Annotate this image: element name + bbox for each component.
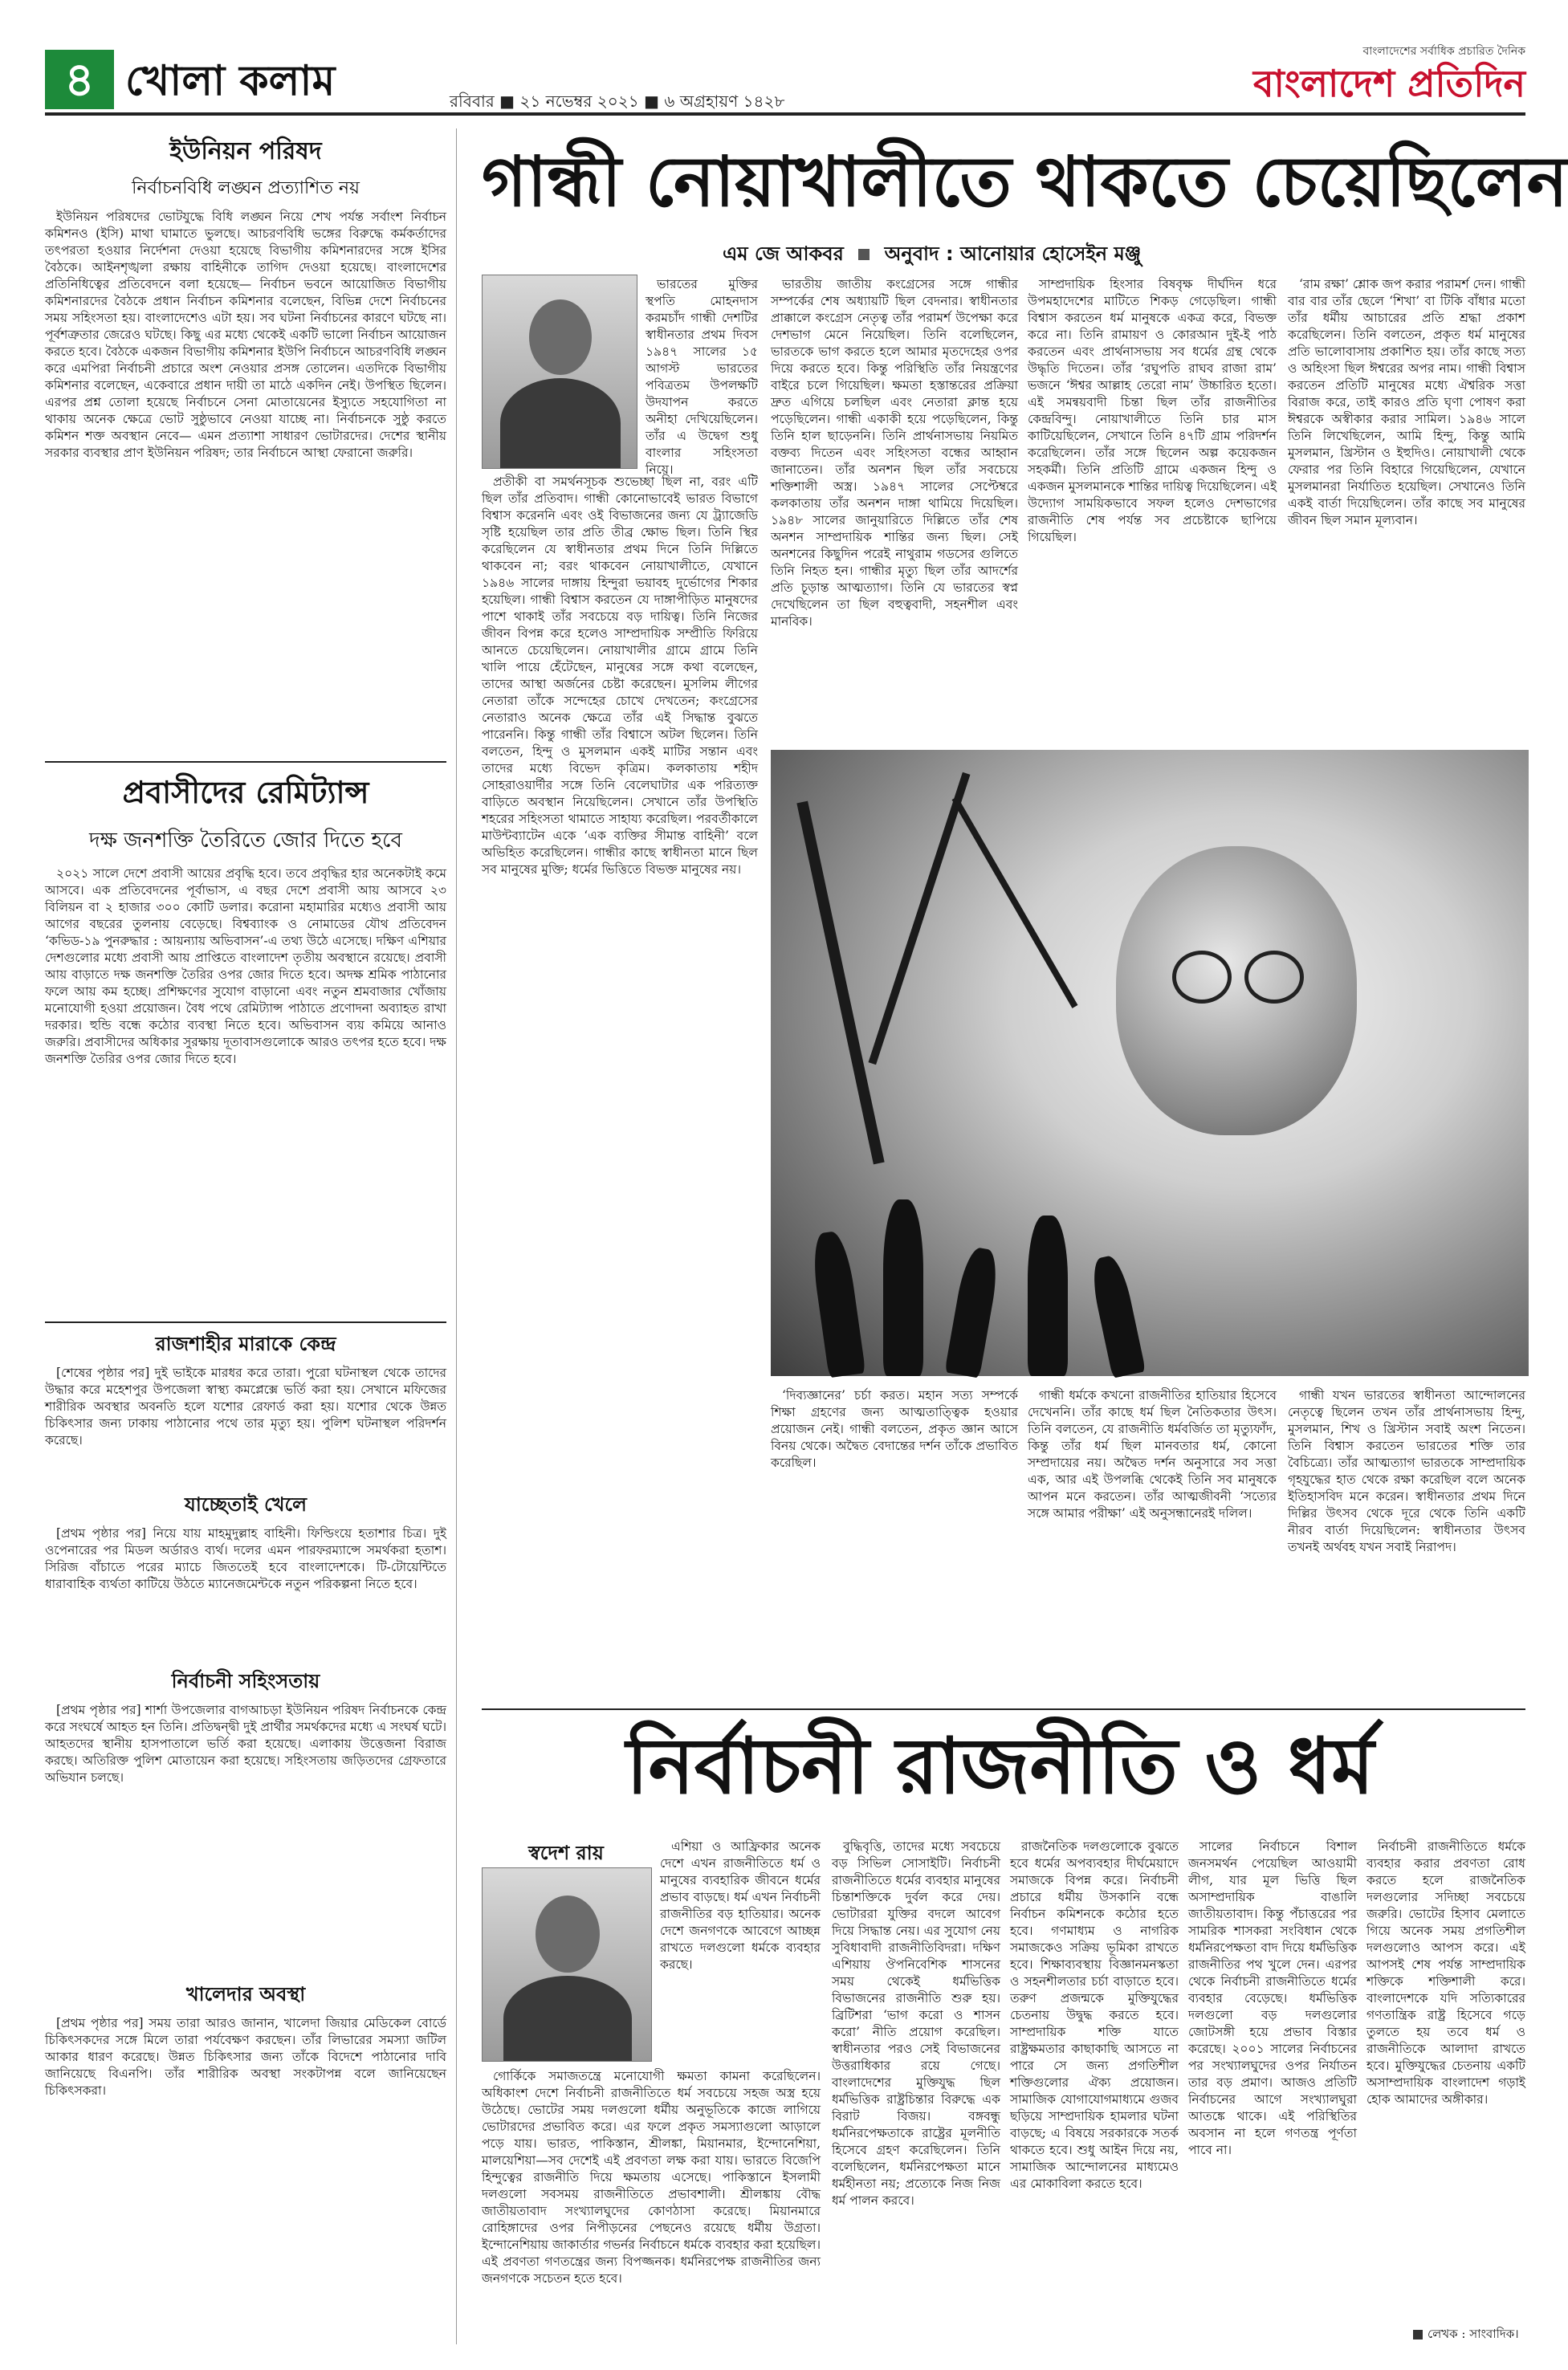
sahingsota-body-text: [প্রথম পৃষ্ঠার পর] শার্শা উপজেলার বাগআচড়া ইউনিয়ন পরিষদ নির্বাচনকে কেন্দ্র করে সংঘর্ষে আহত হন তিনি। প্রতিদ্বন্দ্বী দুই প্রার্থীর সমর্থকদের মধ্যে এ সংঘর্ষ ঘটে। আহতদের স্থানীয় হাসপাতালে ভর্তি করা হয়েছে। এলাকায় উত্তেজনা বিরাজ করছে। অতিরিক্ত পুলিশ মোতায়েন করা হয়েছে। সহিংসতায় জড়িতদের গ্রেফতারে অভিযান চলছে। xyxy=(45,1703,446,1785)
second-col-1-text: গোর্কিকে সমাজতন্ত্রে মনোযোগী ক্ষমতা কামনা করেছিলেন। অধিকাংশ দেশে নির্বাচনী রাজনীতিতে ধর্ম সবচেয়ে সহজ অস্ত্র হয়ে উঠেছে। ভোটের সময় দলগুলো ধর্মীয় অনুভূতিকে কাজে লাগিয়ে ভোটারদের প্রভাবিত করে। এর ফলে প্রকৃত সমস্যাগুলো আড়ালে পড়ে যায়। ভারত, পাকিস্তান, শ্রীলঙ্কা, মিয়ানমার, ইন্দোনেশিয়া, মালয়েশিয়া—সব দেশেই এই প্রবণতা লক্ষ করা যায়। ভারতে বিজেপি হিন্দুত্বের রাজনীতি দিয়ে ক্ষমতায় এসেছে। পাকিস্তানে ইসলামী দলগুলো সবসময় রাজনীতিতে প্রভাবশালী। শ্রীলঙ্কায় বৌদ্ধ জাতীয়তাবাদ সংখ্যালঘুদের কোণঠাসা করেছে। মিয়ানমারে রোহিঙ্গাদের ওপর নিপীড়নের পেছনেও রয়েছে ধর্মীয় উগ্রতা। ইন্দোনেশিয়ায় জাকার্তার গভর্নর নির্বাচনে ধর্মকে ব্যবহার করা হয়েছিল। এই প্রবণতা গণতন্ত্রের জন্য বিপজ্জনক। ধর্মনিরপেক্ষ রাজনীতির জন্য জনগণকে সচেতন হতে হবে। xyxy=(482,2069,821,2286)
end-mark xyxy=(1413,2330,1423,2339)
rajshahi-body xyxy=(45,1365,446,1485)
article-divider xyxy=(482,1708,1525,1710)
up-body xyxy=(45,209,446,755)
second-col-2 xyxy=(832,1839,1000,2341)
jachchetai-body xyxy=(45,1525,446,1662)
tree-branch xyxy=(869,772,971,1065)
newspaper-brand xyxy=(1253,42,1525,106)
remit-body-text: ২০২১ সালে দেশে প্রবাসী আয়ের প্রবৃদ্ধি হবে। তবে প্রবৃদ্ধির হার অনেকটাই কমে আসবে। এক প্রতিবেদনের পূর্বাভাস, এ বছর দেশে প্রবাসী আয় আসবে ২৩ বিলিয়ন বা ২ হাজার ৩০০ কোটি ডলার। করোনা মহামারির মধ্যেও প্রবাসী আয় আগের বছরের তুলনায় বেড়েছে। বিশ্বব্যাংক ও নোমাডের যৌথ প্রতিবেদন ‘কভিড-১৯ পুনরুদ্ধার : আয়ন্যায় অভিবাসন’-এ তথ্য উঠে এসেছে। দক্ষিণ এশিয়ার দেশগুলোর মধ্যে প্রবাসী আয় প্রাপ্তিতে বাংলাদেশ তৃতীয় অবস্থানে রয়েছে। প্রবাসী আয় বাড়াতে দক্ষ জনশক্তি তৈরির ওপর জোর দিতে হবে। অদক্ষ শ্রমিক পাঠানোর ফলে আয় কম হচ্ছে। প্রশিক্ষণের সুযোগ বাড়ানো এবং নতুন শ্রমবাজার খোঁজায় মনোযোগী হওয়া প্রয়োজন। বৈধ পথে রেমিট্যান্স পাঠাতে প্রণোদনা অব্যাহত রাখা দরকার। হুন্ডি বন্ধে কঠোর ব্যবস্থা নিতে হবে। অভিবাসন ব্যয় কমিয়ে আনাও জরুরি। প্রবাসীদের অধিকার সুরক্ষায় দূতাবাসগুলোকে আরও তৎপর হতে হবে। দক্ষ জনশক্তি তৈরির ওপর জোর দিতে হবে। xyxy=(45,866,446,1066)
portrait-head-shape xyxy=(529,299,592,375)
khaleda-body xyxy=(45,2015,446,2280)
main-col-1-text: প্রতীকী বা সমর্থনসূচক শুভেচ্ছা ছিল না, বরং এটি ছিল তাঁর প্রতিবাদ। গান্ধী কোনোভাবেই ভারত বিভাগে বিশ্বাস করেননি এবং ওই বিভাজনের জন্য যে ট্র্যাজেডি সৃষ্টি হয়েছিল তার প্রতি তীব্র ক্ষোভ ছিল। তিনি স্থির করেছিলেন যে স্বাধীনতার প্রথম দিনে তিনি দিল্লিতে থাকবেন না; বরং থাকবেন নোয়াখালীতে, যেখানে ১৯৪৬ সালের দাঙ্গায় হিন্দুরা ভয়াবহ দুর্ভোগের শিকার হয়েছিল। গান্ধী বিশ্বাস করতেন যে দাঙ্গাপীড়িত মানুষদের পাশে থাকাই তাঁর সবচেয়ে বড় দায়িত্ব। তিনি নিজের জীবন বিপন্ন করে হলেও সাম্প্রদায়িক সম্প্রীতি ফিরিয়ে আনতে চেয়েছিলেন। নোয়াখালীর গ্রামে গ্রামে তিনি খালি পায়ে হেঁটেছেন, মানুষের সঙ্গে কথা বলেছেন, তাদের আস্থা অর্জনের চেষ্টা করেছেন। মুসলিম লীগের নেতারা তাঁকে সন্দেহের চোখে দেখতেন; কংগ্রেসের নেতারাও অনেক ক্ষেত্রে তাঁর এই সিদ্ধান্ত বুঝতে পারেননি। কিন্তু গান্ধী তাঁর বিশ্বাসে অটল ছিলেন। তিনি বলতেন, হিন্দু ও মুসলমান একই মাটির সন্তান এবং তাদের মধ্যে বিভেদ কৃত্রিম। কলকাতায় শহীদ সোহরাওয়ার্দীর সঙ্গে তিনি বেলেঘাটার এক পরিত্যক্ত বাড়িতে অবস্থান নিয়েছিলেন। সেখানে তাঁর উপস্থিতি শহরের সহিংসতা থামাতে সাহায্য করেছিল। পরবর্তীকালে মাউন্টব্যাটেন একে ‘এক ব্যক্তির সীমান্ত বাহিনী’ বলে অভিহিত করেছিলেন। গান্ধীর কাছে স্বাধীনতা মানে ছিল সব মানুষের মুক্তি; ধর্মের ভিত্তিতে বিভক্ত মানুষের নয়। xyxy=(482,474,758,877)
main-author: এম জে আকবর xyxy=(723,242,844,265)
portrait-body-shape xyxy=(500,378,621,468)
jachchetai-title: যাচ্ছেতাই খেলে xyxy=(185,1493,307,1516)
remit-subtitle: দক্ষ জনশক্তি তৈরিতে জোর দিতে হবে xyxy=(89,829,402,853)
author-photo xyxy=(482,275,637,469)
gandhi-face xyxy=(1116,846,1357,1135)
remit-body xyxy=(45,865,446,1315)
main-translator: আনোয়ার হোসেইন মঞ্জু xyxy=(959,242,1142,265)
second-col-1 xyxy=(482,2068,821,2341)
main-col-6-text: ‘দিব্যজ্ঞানের’ চর্চা করত। মহান সত্য সম্পর্কে শিক্ষা গ্রহণের জন্য আত্মতাত্ত্বিক হওয়ার প্রয়োজন নেই। গান্ধী বলতেন, প্রকৃত জ্ঞান আসে বিনয় থেকে। অদ্বৈত বেদান্তের দর্শন তাঁকে প্রভাবিত করেছিল। xyxy=(771,1388,1018,1470)
sahingsota-body xyxy=(45,1702,446,1975)
gandhi-glasses xyxy=(1244,951,1304,1004)
main-intro-text: ভারতের মুক্তির স্থপতি মোহনদাস করমচাঁদ গান্ধী দেশটির স্বাধীনতার প্রথম দিবস ১৯৪৭ সালের ১৫ আগস্ট ভারতের পবিত্রতম উপলক্ষটি উদযাপন করতে অনীহা দেখিয়েছিলেন। তাঁর এ উদ্বেগ শুধু বাংলার সহিংসতা নিয়ে। xyxy=(646,277,758,477)
second-col-5 xyxy=(1366,1839,1525,2320)
main-intro xyxy=(646,276,758,477)
second-col-3-text: রাজনৈতিক দলগুলোকে বুঝতে হবে ধর্মের অপব্যবহার দীর্ঘমেয়াদে সমাজকে বিপন্ন করে। নির্বাচনী প্রচারে ধর্মীয় উসকানি বন্ধে নির্বাচন কমিশনকে কঠোর হতে হবে। গণমাধ্যম ও নাগরিক সমাজকেও সক্রিয় ভূমিকা রাখতে হবে। শিক্ষাব্যবস্থায় বিজ্ঞানমনস্কতা ও সহনশীলতার চর্চা বাড়াতে হবে। তরুণ প্রজন্মকে মুক্তিযুদ্ধের চেতনায় উদ্বুদ্ধ করতে হবে। সাম্প্রদায়িক শক্তি যাতে রাষ্ট্রক্ষমতার কাছাকাছি আসতে না পারে সে জন্য প্রগতিশীল শক্তিগুলোর ঐক্য প্রয়োজন। সামাজিক যোগাযোগমাধ্যমে গুজব ছড়িয়ে সাম্প্রদায়িক হামলার ঘটনা বাড়ছে; এ বিষয়ে সরকারকে সতর্ক থাকতে হবে। শুধু আইন দিয়ে নয়, সামাজিক আন্দোলনের মাধ্যমেও এর মোকাবিলা করতে হবে। xyxy=(1010,1839,1179,2191)
up-body-text: ইউনিয়ন পরিষদের ভোটযুদ্ধে বিধি লঙ্ঘন নিয়ে শেখ পর্যন্ত সর্বাংশ নির্বাচন কমিশনও (ইসি) মাথা ঘামাতে ভুলছে। আচরণবিধি ভঙ্গের বিরুদ্ধে কর্মকর্তাদের তৎপরতা হওয়ার নির্দেশনা দেওয়া হয়েছে বিভাগীয় কমিশনারদের সঙ্গে ইসির বৈঠকে। আইনশৃঙ্খলা রক্ষায় বাহিনীকে তাগিদ দেওয়া হয়েছে। বাংলাদেশের প্রতিনিধিত্বের প্রতিবেদনে বলা হয়েছে— নির্বাচন ভবনে আয়োজিত বিভাগীয় কমিশনারদের বৈঠকে প্রধান নির্বাচন কমিশনার বলেছেন, বিভিন্ন দেশে নির্বাচনের সময় সহিংসতা হয়। বাংলাদেশেও এটা হয়। সব ঘটনা নির্বাচনের কারণে ঘটছে না। পূর্বশত্রুতার জেরেও ঘটছে। কিছু এর মধ্যে থেকেই একটি ভালো নির্বাচন আয়োজন করতে হবে। বৈঠকে একজন বিভাগীয় কমিশনার ইউপি নির্বাচনে আচরণবিধি লঙ্ঘন করে এমপিরা নির্বাচনী প্রচারে অংশ নেওয়ার প্রসঙ্গ তোলেন। এতদিকে বিভাগীয় কমিশনার বলেছেন, একেবারে প্রধান দায়ী তা মাঠে একদিন নেই। উপস্থিত ছিলেন। এরপর প্রশ্ন তোলা হয়েছে নির্বাচনে সেনা মোতায়েনের ইস্যুতে সহযোগিতা না থাকায় অনেক ক্ষেত্রে ভোট সুষ্ঠুভাবে নেওয়া যাচ্ছে না। নির্বাচনকে সুষ্ঠু করতে কমিশন শক্ত অবস্থান নেবে— এমন প্রত্যাশা সাধারণ ভোটারদের। দেশের স্থানীয় সরকার ব্যবস্থার প্রাণ ইউনিয়ন পরিষদ; তার নির্বাচনে আস্থা ফেরানো জরুরি। xyxy=(45,210,446,460)
author-note xyxy=(1413,2325,1519,2345)
masthead-divider xyxy=(45,112,1525,116)
jachchetai-body-text: [প্রথম পৃষ্ঠার পর] নিয়ে যায় মাহমুদুল্লাহ বাহিনী। ফিল্ডিংয়ে হতাশার চিত্র। দুই ওপেনারের পর মিডল অর্ডারও ব্যর্থ। দলের এমন পারফরম্যান্সে সমর্থকরা হতাশ। সিরিজ বাঁচাতে পরের ম্যাচে জিততেই হবে বাংলাদেশকে। টি-টোয়েন্টিতে ধারাবাহিক ব্যর্থতা কাটিয়ে উঠতে ম্যানেজমেন্টকে নতুন পরিকল্পনা নিতে হবে। xyxy=(45,1526,446,1591)
second-intro xyxy=(660,1839,821,2060)
rajshahi-body-text: [শেষের পৃষ্ঠার পর] দুই ভাইকে মারধর করে তারা। পুরো ঘটনাস্থল থেকে তাদের উদ্ধার করে মহেশপুর উপজেলা স্বাস্থ্য কমপ্লেক্সে ভর্তি করা হয়। সেখানে মফিজের শারীরিক অবস্থার অবনতি হলে যশোর রেফার্ড করা হয়। যশোর থেকে উন্নত চিকিৎসার জন্য ঢাকায় পাঠানোর পথে তার মৃত্যু হয়। পুলিশ ঘটনাস্থল পরিদর্শন করেছে। xyxy=(45,1366,446,1448)
gandhi-illustration xyxy=(771,750,1529,1376)
main-col-7-text: গান্ধী ধর্মকে কখনো রাজনীতির হাতিয়ার হিসেবে দেখেননি। তাঁর কাছে ধর্ম ছিল নৈতিকতার উৎস। তিনি বলতেন, যে রাজনীতি ধর্মবর্জিত তা মৃত্যুফাঁদ, কিন্তু তাঁর ধর্ম ছিল মানবতার ধর্ম, কোনো সম্প্রদায়ের নয়। অদ্বৈত দর্শন অনুসারে সব সত্তা এক, আর এই উপলব্ধি থেকেই তিনি সব মানুষকে আপন মনে করতেন। তাঁর আত্মজীবনী ‘সত্যের সঙ্গে আমার পরীক্ষা’ এই অনুসন্ধানেরই দলিল। xyxy=(1028,1388,1277,1521)
raised-hand xyxy=(1028,1216,1068,1376)
khaleda-body-text: [প্রথম পৃষ্ঠার পর] সময় তারা আরও জানান, খালেদা জিয়ার মেডিকেল বোর্ডে চিকিৎসকদের সঙ্গে মিলে তারা পর্যবেক্ষণ করছেন। তাঁর লিভারের সমস্যা জটিল আকার ধারণ করেছে। উন্নত চিকিৎসার জন্য তাঁকে বিদেশে পাঠানোর দাবি জানিয়েছে বিএনপি। তাঁর শারীরিক অবস্থা সংকটাপন্ন বলে জানিয়েছেন চিকিৎসকরা। xyxy=(45,2016,446,2098)
main-col-6 xyxy=(771,1387,1018,1700)
divider xyxy=(45,761,446,763)
dateline: রবিবার ■ ২১ নভেম্বর ২০২১ ■ ৬ অগ্রহায়ণ ১৪২৮ xyxy=(450,92,785,111)
portrait-head-shape xyxy=(536,1896,600,1973)
main-col-7 xyxy=(1028,1387,1277,1700)
portrait-body-shape xyxy=(503,1976,632,2061)
second-col-2-text: বুদ্ধিবৃত্তি, তাদের মধ্যে সবচেয়ে বড় সিভিল সোসাইটি। নির্বাচনী রাজনীতিতে ধর্মের ব্যবহার মানুষের চিন্তাশক্তিকে দুর্বল করে দেয়। ভোটাররা যুক্তির বদলে আবেগ দিয়ে সিদ্ধান্ত নেয়। এর সুযোগ নেয় সুবিধাবাদী রাজনীতিবিদরা। দক্ষিণ এশিয়ায় ঔপনিবেশিক শাসনের সময় থেকেই ধর্মভিত্তিক বিভাজনের রাজনীতি শুরু হয়। ব্রিটিশরা ‘ভাগ করো ও শাসন করো’ নীতি প্রয়োগ করেছিল। স্বাধীনতার পরও সেই বিভাজনের উত্তরাধিকার রয়ে গেছে। বাংলাদেশের মুক্তিযুদ্ধ ছিল ধর্মভিত্তিক রাষ্ট্রচিন্তার বিরুদ্ধে এক বিরাট বিজয়। বঙ্গবন্ধু ধর্মনিরপেক্ষতাকে রাষ্ট্রের মূলনীতি হিসেবে গ্রহণ করেছিলেন। তিনি বলেছিলেন, ধর্মনিরপেক্ষতা মানে ধর্মহীনতা নয়; প্রত্যেকে নিজ নিজ ধর্ম পালন করবে। xyxy=(832,1839,1000,2208)
raised-hand xyxy=(944,1245,1001,1378)
second-col-4 xyxy=(1188,1839,1357,2341)
byline-separator xyxy=(858,249,870,260)
tree-branch xyxy=(952,796,1078,1008)
main-col-8 xyxy=(1288,1387,1525,1700)
second-author-photo xyxy=(482,1867,652,2062)
divider xyxy=(45,1321,446,1323)
raised-hand xyxy=(809,1230,866,1378)
translator-label: অনুবাদ : xyxy=(884,242,954,265)
sahingsota-title: নির্বাচনী সহিংসতায় xyxy=(171,1670,320,1692)
main-col-2-text: ভারতীয় জাতীয় কংগ্রেসের সঙ্গে গান্ধীর সম্পর্কের শেষ অধ্যায়টি ছিল বেদনার। স্বাধীনতার প্রাক্কালে কংগ্রেস নেতৃত্ব তাঁর পরামর্শ উপেক্ষা করে দেশভাগ মেনে নিয়েছিল। তিনি বলেছিলেন, ভারতকে ভাগ করতে হলে আমার মৃতদেহের ওপর দিয়ে করতে হবে। কিন্তু পরিস্থিতি তাঁর নিয়ন্ত্রণের বাইরে চলে গিয়েছিল। ক্ষমতা হস্তান্তরের প্রক্রিয়া দ্রুত এগিয়ে চলছিল এবং নেতারা ক্লান্ত হয়ে পড়েছিলেন। গান্ধী একাকী হয়ে পড়েছিলেন, কিন্তু তিনি হাল ছাড়েননি। তিনি প্রার্থনাসভায় নিয়মিত বক্তব্য দিতেন এবং সহিংসতা বন্ধের আহ্বান জানাতেন। তাঁর অনশন ছিল তাঁর সবচেয়ে শক্তিশালী অস্ত্র। ১৯৪৭ সালের সেপ্টেম্বরে কলকাতায় তাঁর অনশন দাঙ্গা থামিয়ে দিয়েছিল। ১৯৪৮ সালের জানুয়ারিতে দিল্লিতে তাঁর শেষ অনশন সাম্প্রদায়িক শান্তির জন্য ছিল। সেই অনশনের কিছুদিন পরেই নাথুরাম গডসের গুলিতে তিনি নিহত হন। গান্ধীর মৃত্যু ছিল তাঁর আদর্শের প্রতি চূড়ান্ত আত্মত্যাগ। তিনি যে ভারতের স্বপ্ন দেখেছিলেন তা ছিল বহুত্ববাদী, সহনশীল এবং মানবিক। xyxy=(771,277,1018,629)
main-col-4 xyxy=(1288,276,1525,742)
column-divider xyxy=(456,128,457,2344)
second-col-3 xyxy=(1010,1839,1179,2341)
main-byline xyxy=(723,239,1141,271)
rajshahi-title: রাজশাহীর মারাকে কেন্দ্র xyxy=(155,1333,336,1355)
brand-tagline: বাংলাদেশের সর্বাধিক প্রচারিত দৈনিক xyxy=(1362,45,1525,58)
tree-branch xyxy=(796,801,884,1165)
remit-title: প্রবাসীদের রেমিট্যান্স xyxy=(122,775,369,810)
page-number: ৪ xyxy=(45,50,114,109)
main-col-8-text: গান্ধী যখন ভারতের স্বাধীনতা আন্দোলনের নেতৃত্বে ছিলেন তখন তাঁর প্রার্থনাসভায় হিন্দু, মুসলমান, শিখ ও খ্রিস্টান সবাই অংশ নিতেন। তিনি বিশ্বাস করতেন ভারতের শক্তি তার বৈচিত্র্যে। তাঁর আত্মত্যাগ ভারতকে সাম্প্রদায়িক গৃহযুদ্ধের হাত থেকে রক্ষা করেছিল বলে অনেক ইতিহাসবিদ মনে করেন। স্বাধীনতার প্রথম দিনে দিল্লির উৎসব থেকে দূরে থেকে তিনি একটি নীরব বার্তা দিয়েছিলেন: স্বাধীনতার উৎসব তখনই অর্থবহ যখন সবাই নিরাপদ। xyxy=(1288,1388,1525,1554)
main-col-2 xyxy=(771,276,1018,742)
second-col-4-text: সালের নির্বাচনে বিশাল জনসমর্থন পেয়েছিল আওয়ামী লীগ, যার মূল ভিত্তি ছিল অসাম্প্রদায়িক বাঙালি জাতীয়তাবাদ। কিন্তু পঁচাত্তরের পর সামরিক শাসকরা সংবিধান থেকে ধর্মনিরপেক্ষতা বাদ দিয়ে ধর্মভিত্তিক রাজনীতির পথ খুলে দেন। এরপর থেকে নির্বাচনী রাজনীতিতে ধর্মের ব্যবহার বেড়েছে। ধর্মভিত্তিক দলগুলো বড় দলগুলোর জোটসঙ্গী হয়ে প্রভাব বিস্তার করেছে। ২০০১ সালের নির্বাচনের পর সংখ্যালঘুদের ওপর নির্যাতন তার বড় প্রমাণ। আজও প্রতিটি নির্বাচনের আগে সংখ্যালঘুরা আতঙ্কে থাকে। এই পরিস্থিতির অবসান না হলে গণতন্ত্র পূর্ণতা পাবে না। xyxy=(1188,1839,1357,2157)
sidebar xyxy=(45,128,446,2344)
gandhi-glasses xyxy=(1172,951,1232,1004)
second-col-5-text: নির্বাচনী রাজনীতিতে ধর্মকে ব্যবহার করার প্রবণতা রোধ করতে হলে রাজনৈতিক দলগুলোর সদিচ্ছা সবচেয়ে জরুরি। ভোটের হিসাব মেলাতে গিয়ে অনেক সময় প্রগতিশীল দলগুলোও আপস করে। এই আপসই শেষ পর্যন্ত সাম্প্রদায়িক শক্তিকে শক্তিশালী করে। বাংলাদেশকে যদি সত্যিকারের গণতান্ত্রিক রাষ্ট্র হিসেবে গড়ে তুলতে হয় তবে ধর্ম ও রাজনীতিকে আলাদা রাখতে হবে। মুক্তিযুদ্ধের চেতনায় একটি অসাম্প্রদায়িক বাংলাদেশ গড়াই হোক আমাদের অঙ্গীকার। xyxy=(1366,1839,1525,2107)
second-intro-text: এশিয়া ও আফ্রিকার অনেক দেশে এখন রাজনীতিতে ধর্ম ও মানুষের ব্যবহারিক জীবনে ধর্মের প্রভাব বাড়ছে। ধর্ম এখন নির্বাচনী রাজনীতির বড় হাতিয়ার। অনেক দেশে জনগণকে আবেগে আচ্ছন্ন রাখতে দলগুলো ধর্মকে ব্যবহার করছে। xyxy=(660,1839,821,1972)
khaleda-title: খালেদার অবস্থা xyxy=(185,1983,306,2006)
brand-logo: বাংলাদেশ প্রতিদিন xyxy=(1252,62,1525,105)
raised-hand xyxy=(883,1199,923,1376)
main-col-3-text: সাম্প্রদায়িক হিংসার বিষবৃক্ষ দীর্ঘদিন ধরে উপমহাদেশের মাটিতে শিকড় গেড়েছিল। গান্ধী বিশ্বাস করতেন ধর্ম মানুষকে একত্র করে, বিভক্ত করে না। তিনি রামায়ণ ও কোরআন দুই-ই পাঠ করতেন এবং প্রার্থনাসভায় সব ধর্মের গ্রন্থ থেকে উদ্ধৃতি দিতেন। তাঁর ‘রঘুপতি রাঘব রাজা রাম’ ভজনে ‘ঈশ্বর আল্লাহ তেরো নাম’ উচ্চারিত হতো। এই সমন্বয়বাদী চিন্তা ছিল তাঁর রাজনীতির কেন্দ্রবিন্দু। নোয়াখালীতে তিনি চার মাস কাটিয়েছিলেন, সেখানে তিনি ৪৭টি গ্রাম পরিদর্শন করেছিলেন। তাঁর সঙ্গে ছিলেন অল্প কয়েকজন সহকর্মী। তিনি প্রতিটি গ্রামে একজন হিন্দু ও একজন মুসলমানকে শান্তির দায়িত্ব দিয়েছিলেন। এই উদ্যোগ সাময়িকভাবে সফল হলেও দেশভাগের রাজনীতি শেষ পর্যন্ত সব প্রচেষ্টাকে ছাপিয়ে গিয়েছিল। xyxy=(1028,277,1277,544)
up-title: ইউনিয়ন পরিষদ xyxy=(169,137,322,165)
second-headline: নির্বাচনী রাজনীতি ও ধর্ম xyxy=(626,1721,1375,1811)
section-title: খোলা কলাম xyxy=(125,57,336,105)
author-note-text: লেখক : সাংবাদিক। xyxy=(1427,2327,1519,2341)
main-col-4-text: ‘রাম রক্ষা’ শ্লোক জপ করার পরামর্শ দেন। গান্ধী বার বার তাঁর ছেলে ‘শিখা’ বা টিকি বাঁধার মতো তাঁর ধর্মীয় আচারের প্রতি শ্রদ্ধা প্রকাশ করেছিলেন। তিনি বলতেন, প্রকৃত ধর্ম মানুষের প্রতি ভালোবাসায় প্রকাশিত হয়। তাঁর কাছে সত্য ও অহিংসা ছিল ঈশ্বরের অপর নাম। গান্ধী বিশ্বাস করতেন প্রতিটি মানুষের মধ্যে ঐশ্বরিক সত্তা বিরাজ করে, তাই কারও প্রতি ঘৃণা পোষণ করা ঈশ্বরকে অস্বীকার করার সামিল। ১৯৪৬ সালে তিনি লিখেছিলেন, আমি হিন্দু, কিন্তু আমি মুসলমান, খ্রিস্টান ও ইহুদিও। নোয়াখালী থেকে ফেরার পর তিনি বিহারে গিয়েছিলেন, যেখানে মুসলমানরা নির্যাতিত হয়েছিল। সেখানেও তিনি একই বার্তা দিয়েছিলেন। তাঁর কাছে সব মানুষের জীবন ছিল সমান মূল্যবান। xyxy=(1288,277,1525,527)
raised-hand xyxy=(1088,1253,1146,1378)
main-col-3 xyxy=(1028,276,1277,742)
main-headline: গান্ধী নোয়াখালীতে থাকতে চেয়েছিলেন xyxy=(482,142,1568,222)
second-author: স্বদেশ রায় xyxy=(528,1842,604,1864)
up-subtitle: নির্বাচনবিধি লঙ্ঘন প্রত্যাশিত নয় xyxy=(132,178,360,198)
